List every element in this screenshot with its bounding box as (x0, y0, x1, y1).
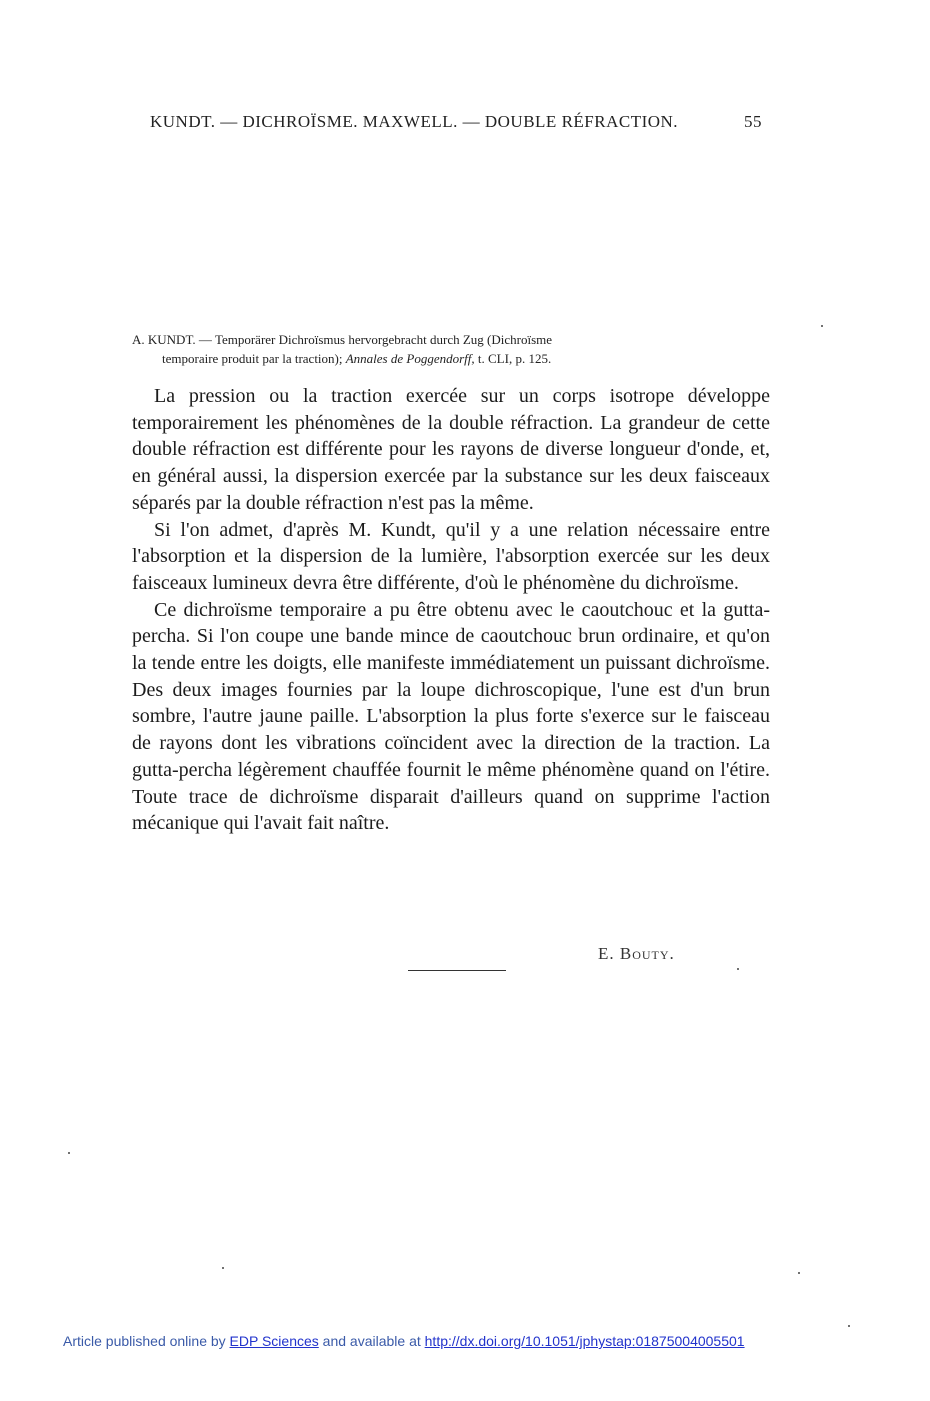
end-rule (408, 970, 506, 971)
publisher-link[interactable]: EDP Sciences (229, 1333, 319, 1349)
body-paragraph-3: Ce dichroïsme temporaire a pu être obtenu avec le caoutchouc et la gutta-percha. Si l'on coupe une bande mince de caoutchouc brun ordinaire, et qu'on la tende entre les doigts, elle manifeste immédiatement un puissant dichroïsme. Des deux images fournies par la loupe dichroscopique, l'une est d'un brun sombre, l'autre jaune paille. L'absorption la plus forte s'exerce sur le faisceau de rayons dont les vibrations coïncident avec la direction de la traction. La gutta-percha légèrement chauffée fournit le même phénomène quand on l'étire. Toute trace de dichroïsme disparait d'ailleurs quand on supprime l'action mécanique qui l'avait fait naître. (132, 598, 770, 835)
citation-title: Temporärer Dichroïsmus hervorgebracht durch Zug (Dichroïsme (214, 332, 553, 347)
citation-author: A. KUNDT. — (132, 332, 212, 347)
speck (737, 968, 739, 970)
author-signature: E. Bouty. (598, 944, 675, 963)
citation-volume: t. CLI, p. 125. (477, 351, 552, 366)
speck (798, 1272, 800, 1274)
citation-line-1 (132, 330, 770, 349)
citation-line-2 (132, 349, 770, 368)
speck (848, 1325, 850, 1327)
page-number: 55 (744, 112, 762, 131)
speck (821, 325, 823, 327)
footer-notice (63, 1333, 745, 1349)
article-body (132, 383, 770, 837)
running-header (150, 112, 770, 132)
body-paragraph-1: La pression ou la traction exercée sur un corps isotrope développe temporairement les phénomènes de la double réfraction. La grandeur de cette double réfraction est différente pour les rayons de diverse longueur d'onde, et, en général aussi, la dispersion exercée par la substance sur les deux faisceaux séparés par la double réfraction n'est pas la même. (132, 385, 770, 514)
footer-middle: and available at (322, 1333, 421, 1349)
footer-prefix: Article published online by (63, 1333, 226, 1349)
running-title: KUNDT. — DICHROÏSME. MAXWELL. — DOUBLE RÉFRACTION. (150, 112, 679, 131)
citation-title-continued: temporaire produit par la traction); (162, 351, 343, 366)
article-citation (132, 330, 770, 368)
citation-journal: Annales de Poggendorff, (345, 351, 475, 366)
doi-link[interactable]: http://dx.doi.org/10.1051/jphystap:01875004005501 (424, 1333, 745, 1349)
speck (68, 1152, 70, 1154)
speck (222, 1267, 224, 1269)
body-paragraph-2: Si l'on admet, d'après M. Kundt, qu'il y a une relation nécessaire entre l'absorption et la dispersion de la lumière, l'absorption exercée sur les deux faisceaux lumineux devra être différente, d'où le phénomène du dichroïsme. (132, 518, 770, 594)
